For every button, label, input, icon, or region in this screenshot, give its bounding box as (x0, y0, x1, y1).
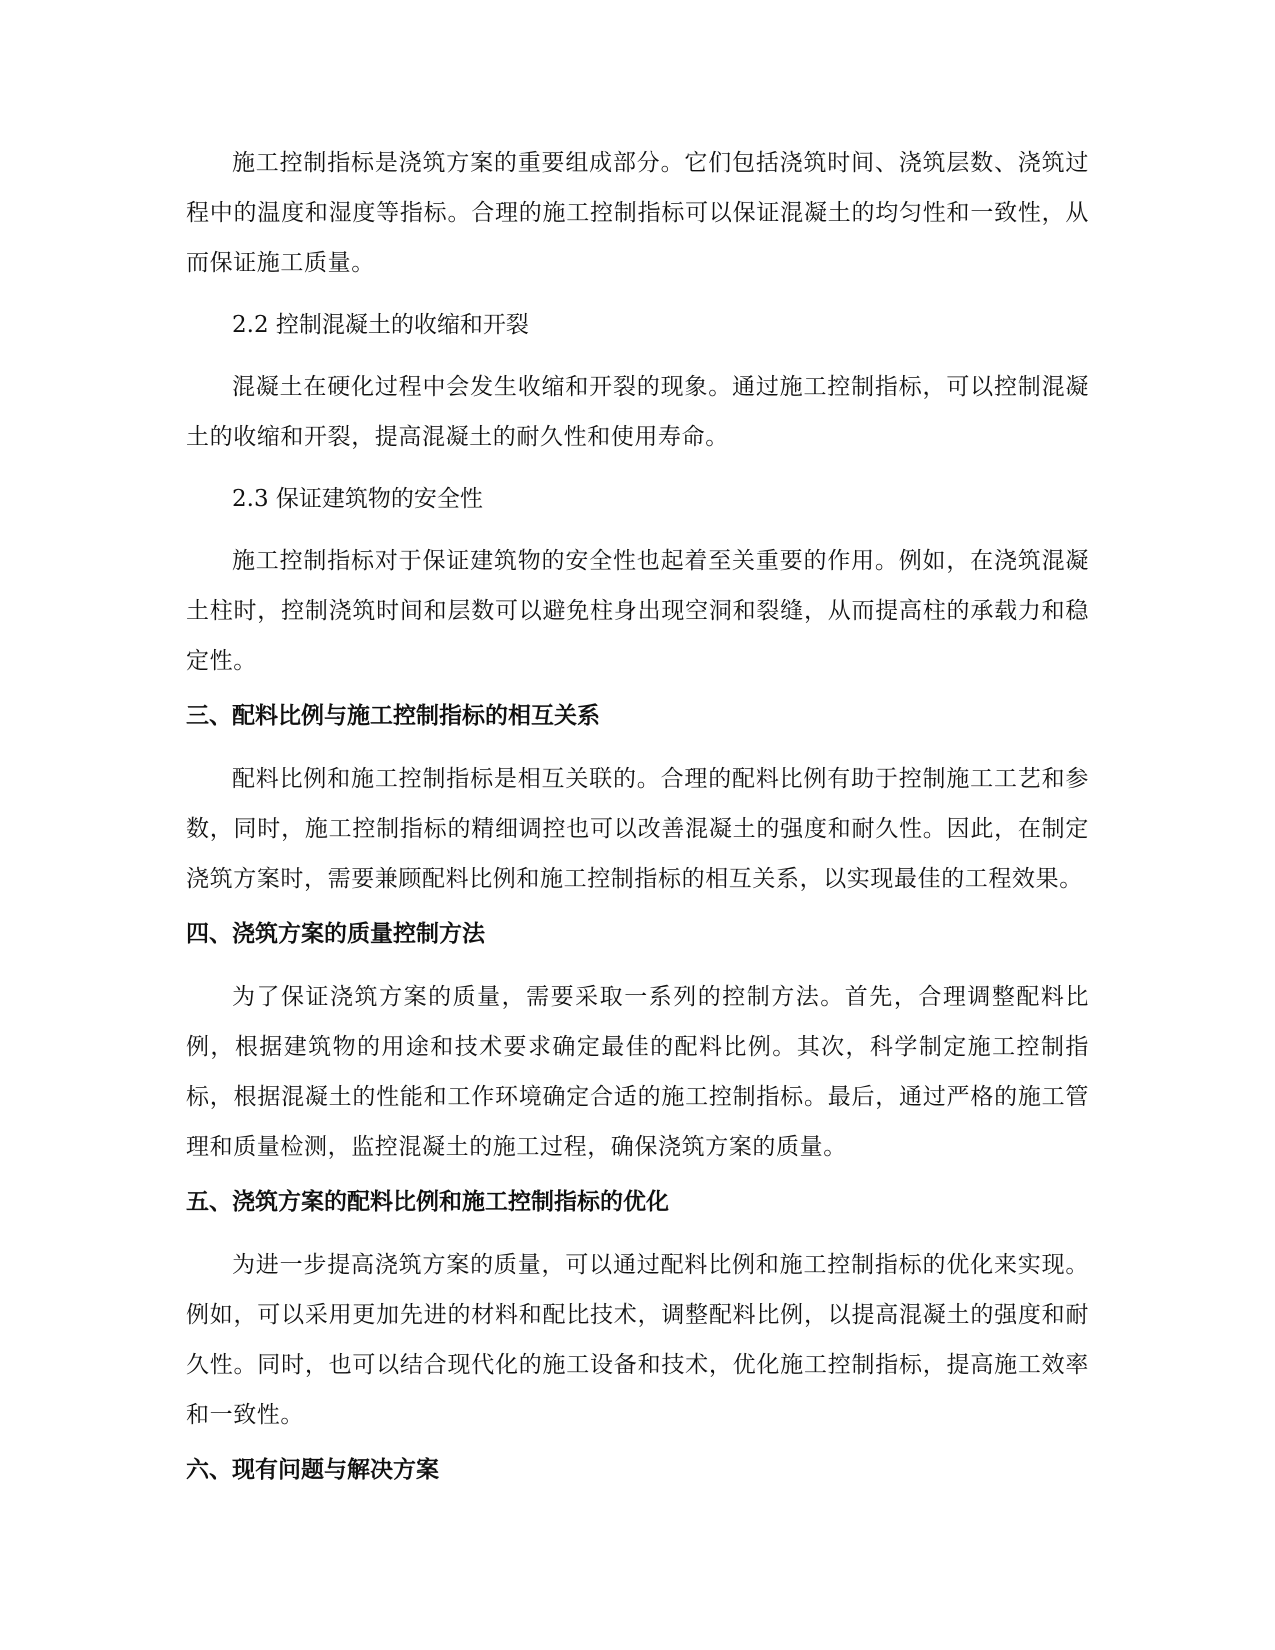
subheading-2-2: 2.2 控制混凝土的收缩和开裂 (232, 312, 529, 338)
document-page (186, 138, 1089, 1508)
section-heading-4: 四、浇筑方案的质量控制方法 (186, 921, 485, 947)
paragraph-quality-control: 为了保证浇筑方案的质量，需要采取一系列的控制方法。首先，合理调整配料比例，根据建筑物的用途和技术要求确定最佳的配料比例。其次，科学制定施工控制指标，根据混凝土的性能和工作环境确定合适的施工控制指标。最后，通过严格的施工管理和质量检测，监控混凝土的施工过程，确保浇筑方案的质量。 (186, 984, 1089, 1160)
section-heading-6: 六、现有问题与解决方案 (186, 1457, 439, 1483)
paragraph-building-safety: 施工控制指标对于保证建筑物的安全性也起着至关重要的作用。例如，在浇筑混凝土柱时，控制浇筑时间和层数可以避免柱身出现空洞和裂缝，从而提高柱的承载力和稳定性。 (186, 548, 1089, 674)
paragraph-control-indicators: 施工控制指标是浇筑方案的重要组成部分。它们包括浇筑时间、浇筑层数、浇筑过程中的温度和湿度等指标。合理的施工控制指标可以保证混凝土的均匀性和一致性，从而保证施工质量。 (186, 150, 1089, 276)
paragraph-shrinkage-cracking: 混凝土在硬化过程中会发生收缩和开裂的现象。通过施工控制指标，可以控制混凝土的收缩和开裂，提高混凝土的耐久性和使用寿命。 (186, 374, 1089, 450)
section-heading-3: 三、配料比例与施工控制指标的相互关系 (186, 703, 600, 729)
subheading-2-3: 2.3 保证建筑物的安全性 (232, 486, 483, 512)
paragraph-relationship: 配料比例和施工控制指标是相互关联的。合理的配料比例有助于控制施工工艺和参数，同时，施工控制指标的精细调控也可以改善混凝土的强度和耐久性。因此，在制定浇筑方案时，需要兼顾配料比例和施工控制指标的相互关系，以实现最佳的工程效果。 (186, 766, 1089, 892)
paragraph-optimization: 为进一步提高浇筑方案的质量，可以通过配料比例和施工控制指标的优化来实现。例如，可以采用更加先进的材料和配比技术，调整配料比例，以提高混凝土的强度和耐久性。同时，也可以结合现代化的施工设备和技术，优化施工控制指标，提高施工效率和一致性。 (186, 1252, 1089, 1428)
section-heading-5: 五、浇筑方案的配料比例和施工控制指标的优化 (186, 1189, 669, 1215)
